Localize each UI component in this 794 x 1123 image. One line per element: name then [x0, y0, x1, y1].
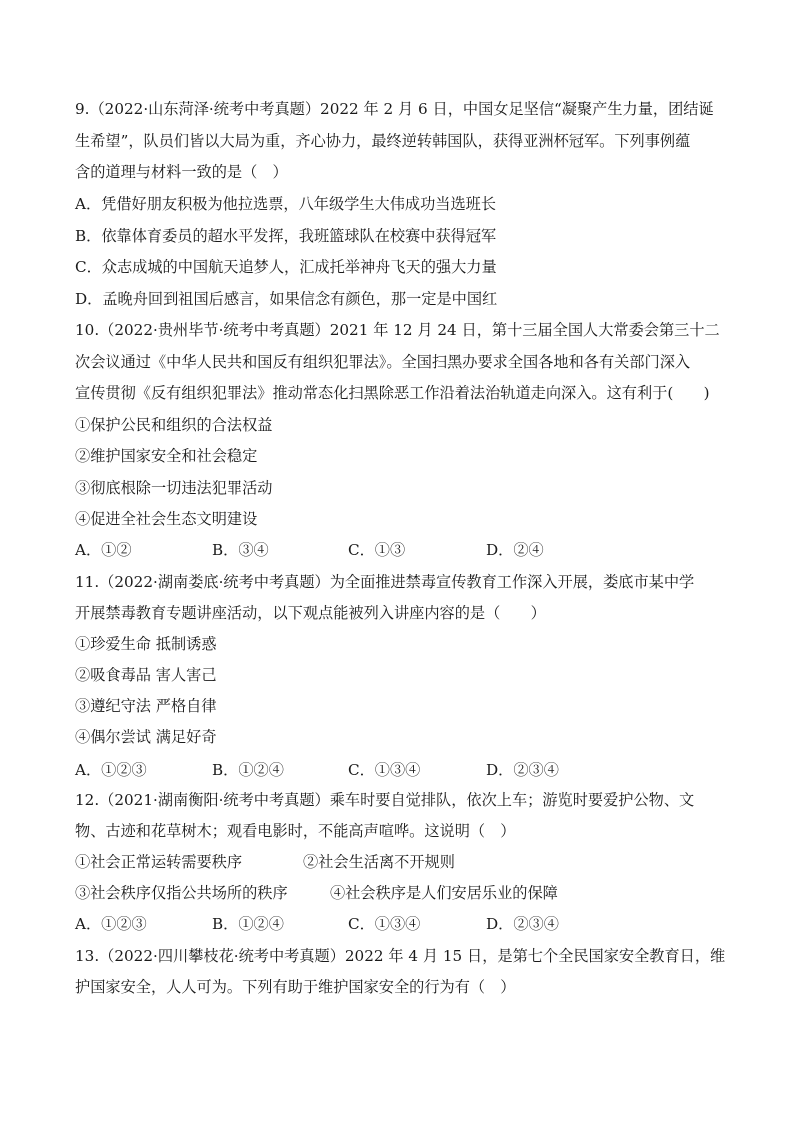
question-10-stem-line-2: 次会议通过《中华人民共和国反有组织犯罪法》。全国扫黑办要求全国各地和各有关部门深入 — [75, 353, 691, 371]
question-11-stem-line-1: 11.（2022·湖南娄底·统考中考真题）为全面推进禁毒宣传教育工作深入开展，娄底市某中学 — [75, 573, 695, 591]
question-12-stem-line-2: 物、古迹和花草树木；观看电影时，不能高声喧哗。这说明（ ） — [75, 822, 516, 840]
question-12-option-c: C．①③④ — [348, 915, 421, 933]
question-10-statement-1: ①保护公民和组织的合法权益 — [75, 416, 273, 434]
question-9-stem-line-3: 含的道理与材料一致的是（ ） — [75, 163, 288, 181]
question-9-stem-line-2: 生希望”，队员们皆以大局为重，齐心协力，最终逆转韩国队，获得亚洲杯冠军。下列事例蕴 — [75, 132, 691, 150]
question-9-option-b: B．依靠体育委员的超水平发挥，我班篮球队在校赛中获得冠军 — [75, 227, 497, 245]
question-10-option-c: C．①③ — [348, 541, 406, 559]
question-11-option-b: B．①②④ — [212, 761, 284, 779]
question-10-stem-line-1: 10.（2022·贵州毕节·统考中考真题）2021 年 12 月 24 日，第十三届全国人大常委会第三十二 — [75, 321, 720, 339]
question-10-option-b: B．③④ — [212, 541, 269, 559]
question-11-option-a: A．①②③ — [75, 761, 147, 779]
question-13-stem-line-2: 护国家安全，人人可为。下列有助于维护国家安全的行为有（ ） — [75, 978, 516, 996]
question-13-stem-line-1: 13.（2022·四川攀枝花·统考中考真题）2022 年 4 月 15 日，是第七个全民国家安全教育日，维 — [75, 947, 726, 965]
question-10-option-a: A．①② — [75, 541, 132, 559]
question-11-statement-3: ③遵纪守法 严格自律 — [75, 697, 217, 715]
question-11-option-c: C．①③④ — [348, 761, 421, 779]
question-10-option-d: D．②④ — [486, 541, 544, 559]
question-10-statement-4: ④促进全社会生态文明建设 — [75, 510, 258, 528]
question-9-stem-line-1: 9.（2022·山东菏泽·统考中考真题）2022 年 2 月 6 日，中国女足坚信“凝聚产生力量，团结诞 — [75, 100, 714, 118]
question-12-statement-1: ①社会正常运转需要秩序 — [75, 853, 243, 871]
question-12-stem-line-1: 12.（2021·湖南衡阳·统考中考真题）乘车时要自觉排队，依次上车；游览时要爱护公物、文 — [75, 791, 695, 809]
question-12-option-d: D．②③④ — [486, 915, 559, 933]
question-12-statement-2: ②社会生活离不开规则 — [303, 853, 455, 871]
question-12-option-b: B．①②④ — [212, 915, 284, 933]
question-12-statement-4: ④社会秩序是人们安居乐业的保障 — [330, 884, 558, 902]
question-12-option-a: A．①②③ — [75, 915, 147, 933]
question-11-option-d: D．②③④ — [486, 761, 559, 779]
question-10-stem-line-3: 宣传贯彻《反有组织犯罪法》推动常态化扫黑除恶工作沿着法治轨道走向深入。这有利于( ) — [75, 384, 710, 402]
question-10-statement-3: ③彻底根除一切违法犯罪活动 — [75, 479, 273, 497]
question-11-statement-4: ④偶尔尝试 满足好奇 — [75, 728, 217, 746]
question-10-statement-2: ②维护国家安全和社会稳定 — [75, 447, 258, 465]
question-9-option-c: C．众志成城的中国航天追梦人，汇成托举神舟飞天的强大力量 — [75, 258, 497, 276]
question-12-statement-3: ③社会秩序仅指公共场所的秩序 — [75, 884, 288, 902]
question-9-option-d: D．孟晚舟回到祖国后感言，如果信念有颜色，那一定是中国红 — [75, 290, 498, 308]
question-11-stem-line-2: 开展禁毒教育专题讲座活动，以下观点能被列入讲座内容的是（ ） — [75, 604, 546, 622]
question-11-statement-2: ②吸食毒品 害人害己 — [75, 666, 217, 684]
question-11-statement-1: ①珍爱生命 抵制诱惑 — [75, 635, 217, 653]
question-9-option-a: A．凭借好朋友积极为他拉选票，八年级学生大伟成功当选班长 — [75, 195, 497, 213]
